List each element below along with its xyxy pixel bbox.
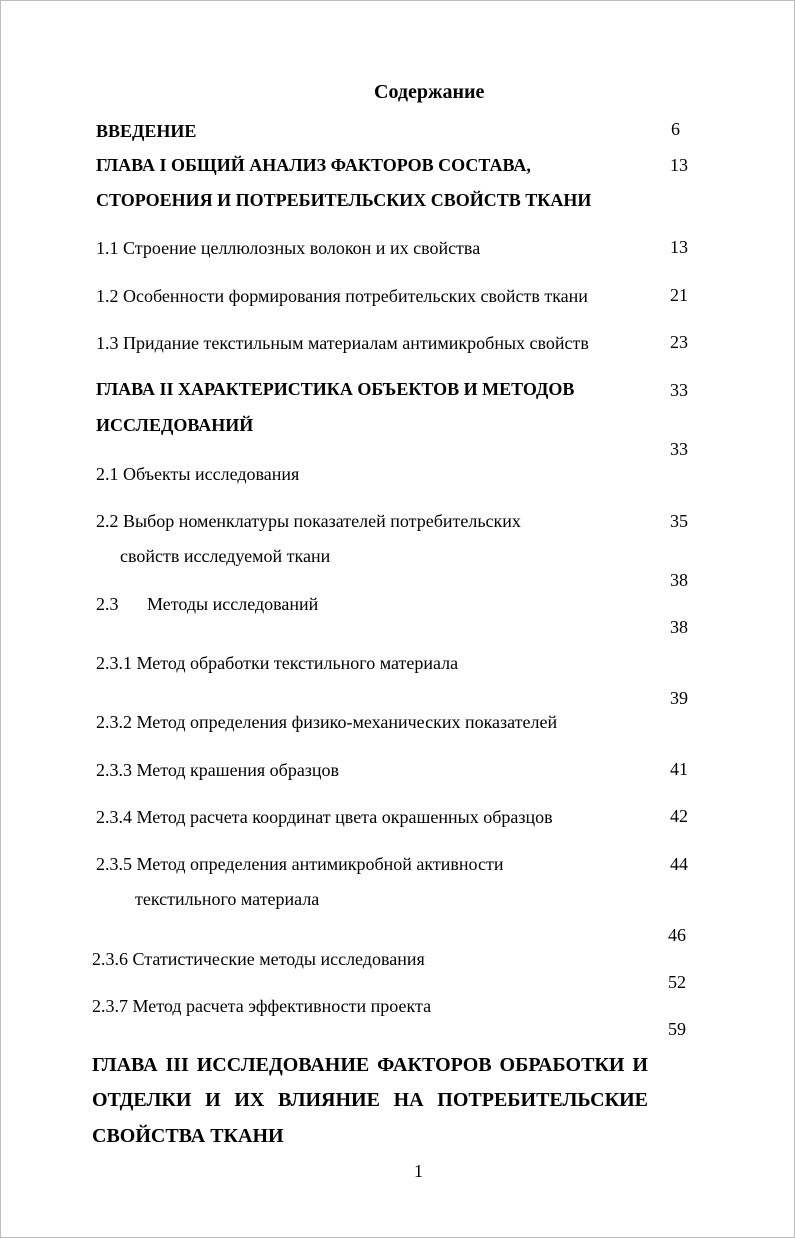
toc-entry-2-3-5-line2: текстильного материала — [135, 889, 320, 909]
toc-chapter-2-line2: ИССЛЕДОВАНИЙ — [96, 415, 254, 435]
toc-chapter-3-line3: СВОЙСТВА ТКАНИ — [92, 1125, 284, 1147]
toc-chapter-1-line1: ГЛАВА I ОБЩИЙ АНАЛИЗ ФАКТОРОВ СОСТАВА, — [96, 155, 531, 175]
chapter-3-word: НА — [393, 1089, 424, 1111]
chapter-3-word: ФАКТОРОВ — [377, 1054, 492, 1076]
toc-page-number: 46 — [668, 925, 686, 945]
toc-entry-1-2: 1.2 Особенности формирования потребительских свойств ткани — [96, 286, 588, 306]
toc-page-number: 13 — [670, 155, 688, 175]
toc-chapter-3-line1 — [92, 1055, 648, 1075]
toc-entry-2-1: 2.1 Объекты исследования — [96, 464, 300, 484]
chapter-3-word: ОТДЕЛКИ — [92, 1089, 192, 1111]
toc-page-number: 38 — [670, 617, 688, 637]
toc-chapter-2-line1: ГЛАВА II ХАРАКТЕРИСТИКА ОБЪЕКТОВ И МЕТОДОВ — [96, 379, 575, 399]
toc-entry-2-3-6: 2.3.6 Статистические методы исследования — [92, 949, 425, 969]
toc-entry-1-1: 1.1 Строение целлюлозных волокон и их свойства — [96, 238, 481, 258]
toc-chapter-1-line2: СТОРОЕНИЯ И ПОТРЕБИТЕЛЬСКИХ СВОЙСТВ ТКАНИ — [96, 190, 592, 210]
toc-entry-2-3-number: 2.3 — [96, 594, 119, 614]
toc-page-number: 33 — [670, 439, 688, 459]
chapter-3-word: ПОТРЕБИТЕЛЬСКИЕ — [437, 1089, 648, 1111]
toc-entry-2-2-line1: 2.2 Выбор номенклатуры показателей потребительских — [96, 511, 521, 531]
toc-entry-2-3-1: 2.3.1 Метод обработки текстильного материала — [96, 653, 459, 673]
toc-page-number: 42 — [670, 806, 688, 826]
toc-page-number: 38 — [670, 570, 688, 590]
toc-page-number: 59 — [668, 1019, 686, 1039]
toc-entry-2-3-3: 2.3.3 Метод крашения образцов — [96, 760, 340, 780]
page-title: Содержание — [374, 81, 485, 103]
chapter-3-word: ИХ — [234, 1089, 265, 1111]
toc-page-number: 6 — [671, 119, 680, 139]
toc-entry-2-3-5-line1: 2.3.5 Метод определения антимикробной активности — [96, 854, 504, 874]
toc-entry-2-2-line2: свойств исследуемой ткани — [120, 546, 331, 566]
chapter-3-word: И — [205, 1089, 221, 1111]
chapter-3-word: ВЛИЯНИЕ — [278, 1089, 380, 1111]
chapter-3-word: ГЛАВА — [92, 1054, 158, 1076]
toc-page-number: 33 — [670, 380, 688, 400]
toc-entry-introduction: ВВЕДЕНИЕ — [96, 121, 197, 141]
toc-entry-2-3-7: 2.3.7 Метод расчета эффективности проекта — [92, 996, 432, 1016]
toc-page-number: 21 — [670, 285, 688, 305]
toc-page-number: 44 — [670, 854, 688, 874]
toc-chapter-3-line2 — [92, 1090, 648, 1110]
toc-page-number: 39 — [670, 688, 688, 708]
page-number: 1 — [414, 1161, 423, 1181]
toc-page-number: 13 — [670, 237, 688, 257]
toc-entry-2-3-2: 2.3.2 Метод определения физико-механических показателей — [96, 712, 558, 732]
chapter-3-word: III — [165, 1054, 189, 1076]
chapter-3-word: И — [632, 1054, 648, 1076]
toc-entry-2-3-4: 2.3.4 Метод расчета координат цвета окрашенных образцов — [96, 807, 553, 827]
toc-page-number: 41 — [670, 759, 688, 779]
toc-entry-2-3: Методы исследований — [147, 594, 319, 614]
chapter-3-word: ОБРАБОТКИ — [499, 1054, 625, 1076]
chapter-3-word: ИССЛЕДОВАНИЕ — [196, 1054, 370, 1076]
toc-page-number: 35 — [670, 511, 688, 531]
toc-page-number: 52 — [668, 972, 686, 992]
toc-page-number: 23 — [670, 332, 688, 352]
toc-entry-1-3: 1.3 Придание текстильным материалам антимикробных свойств — [96, 333, 589, 353]
